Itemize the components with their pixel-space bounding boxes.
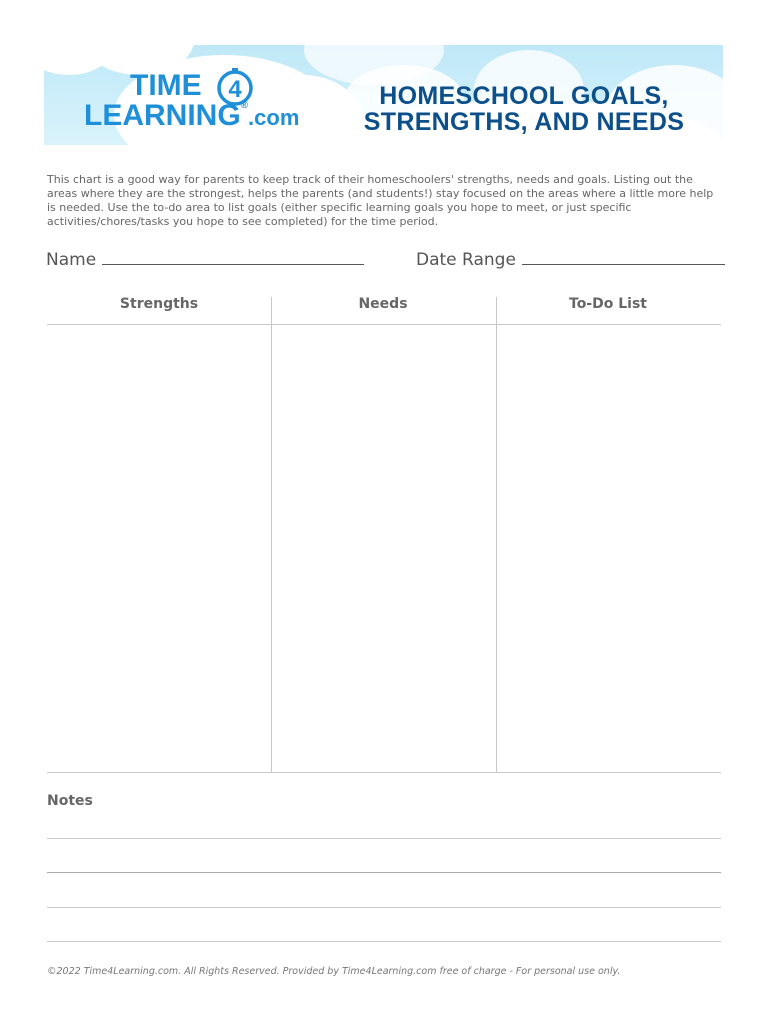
- time4learning-logo: [84, 71, 299, 131]
- logo-bottom-text: LEARNING: [84, 99, 241, 132]
- footer-copyright: ©2022 Time4Learning.com. All Rights Reserved. Provided by Time4Learning.com free of charge - For personal use only.: [47, 966, 621, 977]
- table-header-divider: [47, 324, 721, 325]
- page-title-line2: STRENGTHS, AND NEEDS: [363, 108, 685, 136]
- logo-dotcom: .com: [248, 105, 300, 130]
- page-title-line1: HOMESCHOOL GOALS,: [379, 82, 669, 110]
- column-divider: [496, 297, 497, 772]
- logo-four-text: 4: [228, 76, 242, 103]
- name-label: Name: [46, 250, 97, 270]
- date-range-label: Date Range: [416, 250, 516, 270]
- table-bottom-border: [47, 772, 721, 773]
- header-banner: [44, 45, 723, 145]
- notes-label: Notes: [47, 793, 93, 809]
- name-blank-line[interactable]: [102, 250, 364, 265]
- notes-line[interactable]: [47, 907, 721, 908]
- logo-bottom: [84, 101, 299, 131]
- name-field[interactable]: [46, 250, 364, 270]
- column-divider: [271, 297, 272, 772]
- logo-top-text: TIME: [130, 69, 202, 102]
- page-title: [344, 83, 704, 135]
- column-header-strengths: Strengths: [119, 296, 199, 312]
- logo-registered-mark: ®: [240, 100, 249, 111]
- clock-four-icon: [215, 67, 255, 107]
- date-range-field[interactable]: [416, 250, 725, 270]
- date-range-blank-line[interactable]: [522, 250, 725, 265]
- notes-line[interactable]: [47, 838, 721, 839]
- column-header-todo: To-Do List: [569, 296, 647, 312]
- column-header-needs: Needs: [358, 296, 408, 312]
- notes-line[interactable]: [47, 941, 721, 942]
- notes-line[interactable]: [47, 872, 721, 873]
- intro-paragraph: This chart is a good way for parents to keep track of their homeschoolers' strengths, needs and goals. Listing out the areas where they are the strongest, helps the parents (and students!) stay focused on the areas where a little more help is needed. Use the to-do area to list goals (either specific learning goals you hope to meet, or just specific activities/chores/tasks you hope to see completed) for the time period.: [47, 173, 714, 228]
